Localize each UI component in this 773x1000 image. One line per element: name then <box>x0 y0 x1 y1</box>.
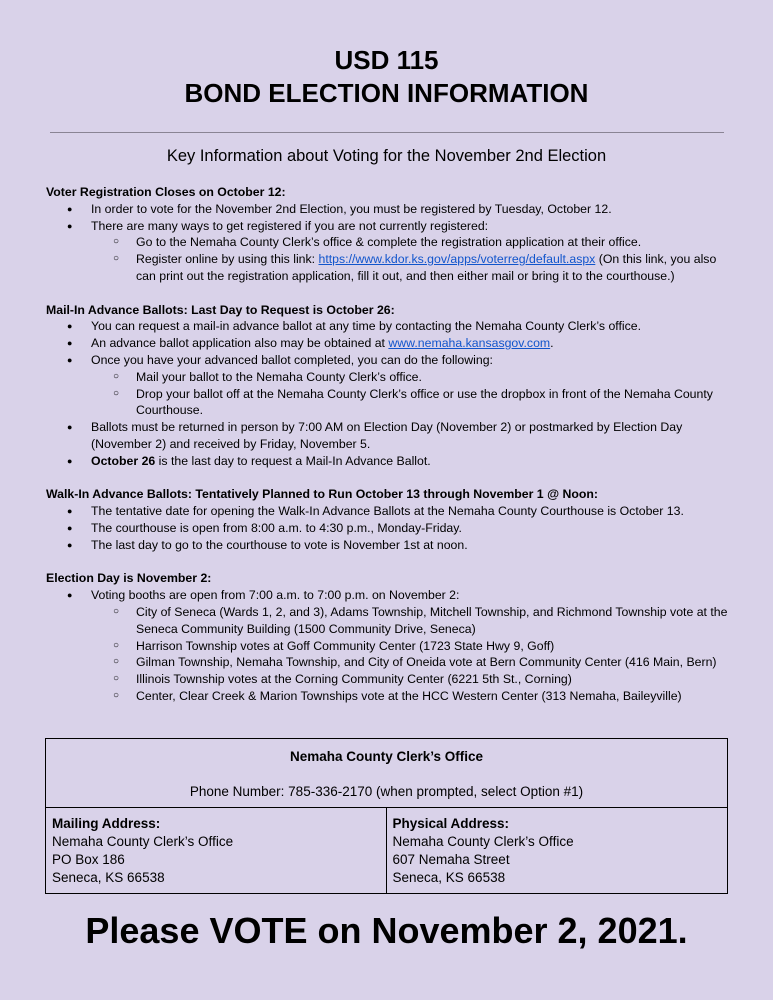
list-item-text: Voting booths are open from 7:00 a.m. to 7:00 p.m. on November 2: <box>91 588 460 603</box>
bullet-list <box>46 587 736 705</box>
bullet-list <box>46 503 736 553</box>
section-heading: Walk-In Advance Ballots: Tentatively Planned to Run October 13 through November 1 @ Noon: <box>46 487 598 502</box>
phone-number: Phone Number: 785-336-2170 (when prompted, select Option #1) <box>189 784 584 799</box>
mailing-address <box>46 808 387 893</box>
list-item: ○ City of Seneca (Wards 1, 2, and 3), Adams Township, Mitchell Township, and Richmond Township vote at the Seneca Community Building (1500 Community Drive, Seneca) <box>91 604 736 638</box>
address-row <box>46 808 727 893</box>
address-line: Seneca, KS 66538 <box>392 870 506 885</box>
list-item: ○ Illinois Township votes at the Corning Community Center (6221 5th St., Corning) <box>91 671 736 688</box>
list-item-text: (On this link, you also can print out the registration application, fill it out, and then either mail or bring it to the courthouse.) <box>136 252 717 283</box>
sub-bullet-list <box>91 234 736 284</box>
mailin-section <box>46 302 736 470</box>
list-item-text: . <box>550 336 554 351</box>
physical-address <box>387 808 728 893</box>
section-heading: Voter Registration Closes on October 12: <box>46 185 286 199</box>
list-item-text: There are many ways to get registered if you are not currently registered: <box>91 218 489 233</box>
registration-section <box>46 184 736 285</box>
title-line-2: BOND ELECTION INFORMATION <box>184 78 589 108</box>
list-item <box>46 453 736 470</box>
section-heading: Mail-In Advance Ballots: Last Day to Request is October 26: <box>46 302 395 317</box>
vote-reminder: Please VOTE on November 2, 2021. <box>85 910 688 951</box>
list-item: ○ Harrison Township votes at Goff Community Center (1723 State Hwy 9, Goff) <box>91 638 736 655</box>
title-line-1: USD 115 <box>334 45 439 75</box>
list-item: ● The courthouse is open from 8:00 a.m. to 4:30 p.m., Monday-Friday. <box>46 520 736 537</box>
voter-registration-link[interactable]: https://www.kdor.ks.gov/apps/voterreg/default.aspx <box>318 252 596 267</box>
contact-header <box>46 739 727 808</box>
list-item: ● The tentative date for opening the Walk-In Advance Ballots at the Nemaha County Courthouse is October 13. <box>46 503 736 520</box>
list-item: ○ Go to the Nemaha County Clerk’s office & complete the registration application at their office. <box>91 234 736 251</box>
address-line: Seneca, KS 66538 <box>52 870 165 885</box>
list-item <box>46 352 736 419</box>
county-website-link[interactable]: www.nemaha.kansasgov.com <box>388 336 551 351</box>
list-item <box>91 251 736 285</box>
subtitle: Key Information about Voting for the November 2nd Election <box>166 147 607 165</box>
bullet-list <box>46 318 736 469</box>
list-item: ○ Gilman Township, Nemaha Township, and City of Oneida vote at Bern Community Center (416 Main, Bern) <box>91 654 736 671</box>
address-line: Nemaha County Clerk’s Office <box>52 834 234 849</box>
list-item: ○ Drop your ballot off at the Nemaha County Clerk’s office or use the dropbox in front of the Nemaha County Courthouse. <box>91 386 736 420</box>
list-item-text: Once you have your advanced ballot completed, you can do the following: <box>91 352 493 367</box>
contact-box <box>45 738 728 894</box>
list-item-text: An advance ballot application also may be obtained at <box>91 336 389 351</box>
list-item <box>46 218 736 285</box>
address-line: 607 Nemaha Street <box>392 852 510 867</box>
sub-bullet-list <box>91 369 736 419</box>
electionday-section <box>46 570 736 704</box>
section-heading: Election Day is November 2: <box>46 571 212 586</box>
list-item: ○ Center, Clear Creek & Marion Townships vote at the HCC Western Center (313 Nemaha, Baileyville) <box>91 688 736 705</box>
list-item: ● You can request a mail-in advance ballot at any time by contacting the Nemaha County Clerk’s office. <box>46 318 736 335</box>
list-item <box>46 587 736 705</box>
page-title <box>0 44 773 110</box>
sub-bullet-list <box>91 604 736 705</box>
address-line: PO Box 186 <box>52 852 125 867</box>
address-line: Nemaha County Clerk’s Office <box>392 834 574 849</box>
list-item: ● The last day to go to the courthouse to vote is November 1st at noon. <box>46 537 736 554</box>
list-item <box>46 335 736 352</box>
list-item-text: is the last day to request a Mail-In Advance Ballot. <box>155 453 431 468</box>
office-name: Nemaha County Clerk’s Office <box>289 749 484 764</box>
mailing-address-label: Mailing Address: <box>52 816 161 831</box>
list-item: ○ Mail your ballot to the Nemaha County Clerk’s office. <box>91 369 736 386</box>
list-item: ● In order to vote for the November 2nd Election, you must be registered by Tuesday, October 12. <box>46 201 736 218</box>
list-item-text: Register online by using this link: <box>136 252 319 267</box>
list-item: ● Ballots must be returned in person by 7:00 AM on Election Day (November 2) or postmarked by Election Day (November 2) and received by Friday, November 5. <box>46 419 736 453</box>
document-body <box>46 184 736 722</box>
physical-address-label: Physical Address: <box>392 816 510 831</box>
list-item-bold-text: October 26 <box>91 453 156 468</box>
horizontal-divider <box>50 132 724 133</box>
bullet-list <box>46 201 736 285</box>
walkin-section <box>46 486 736 553</box>
